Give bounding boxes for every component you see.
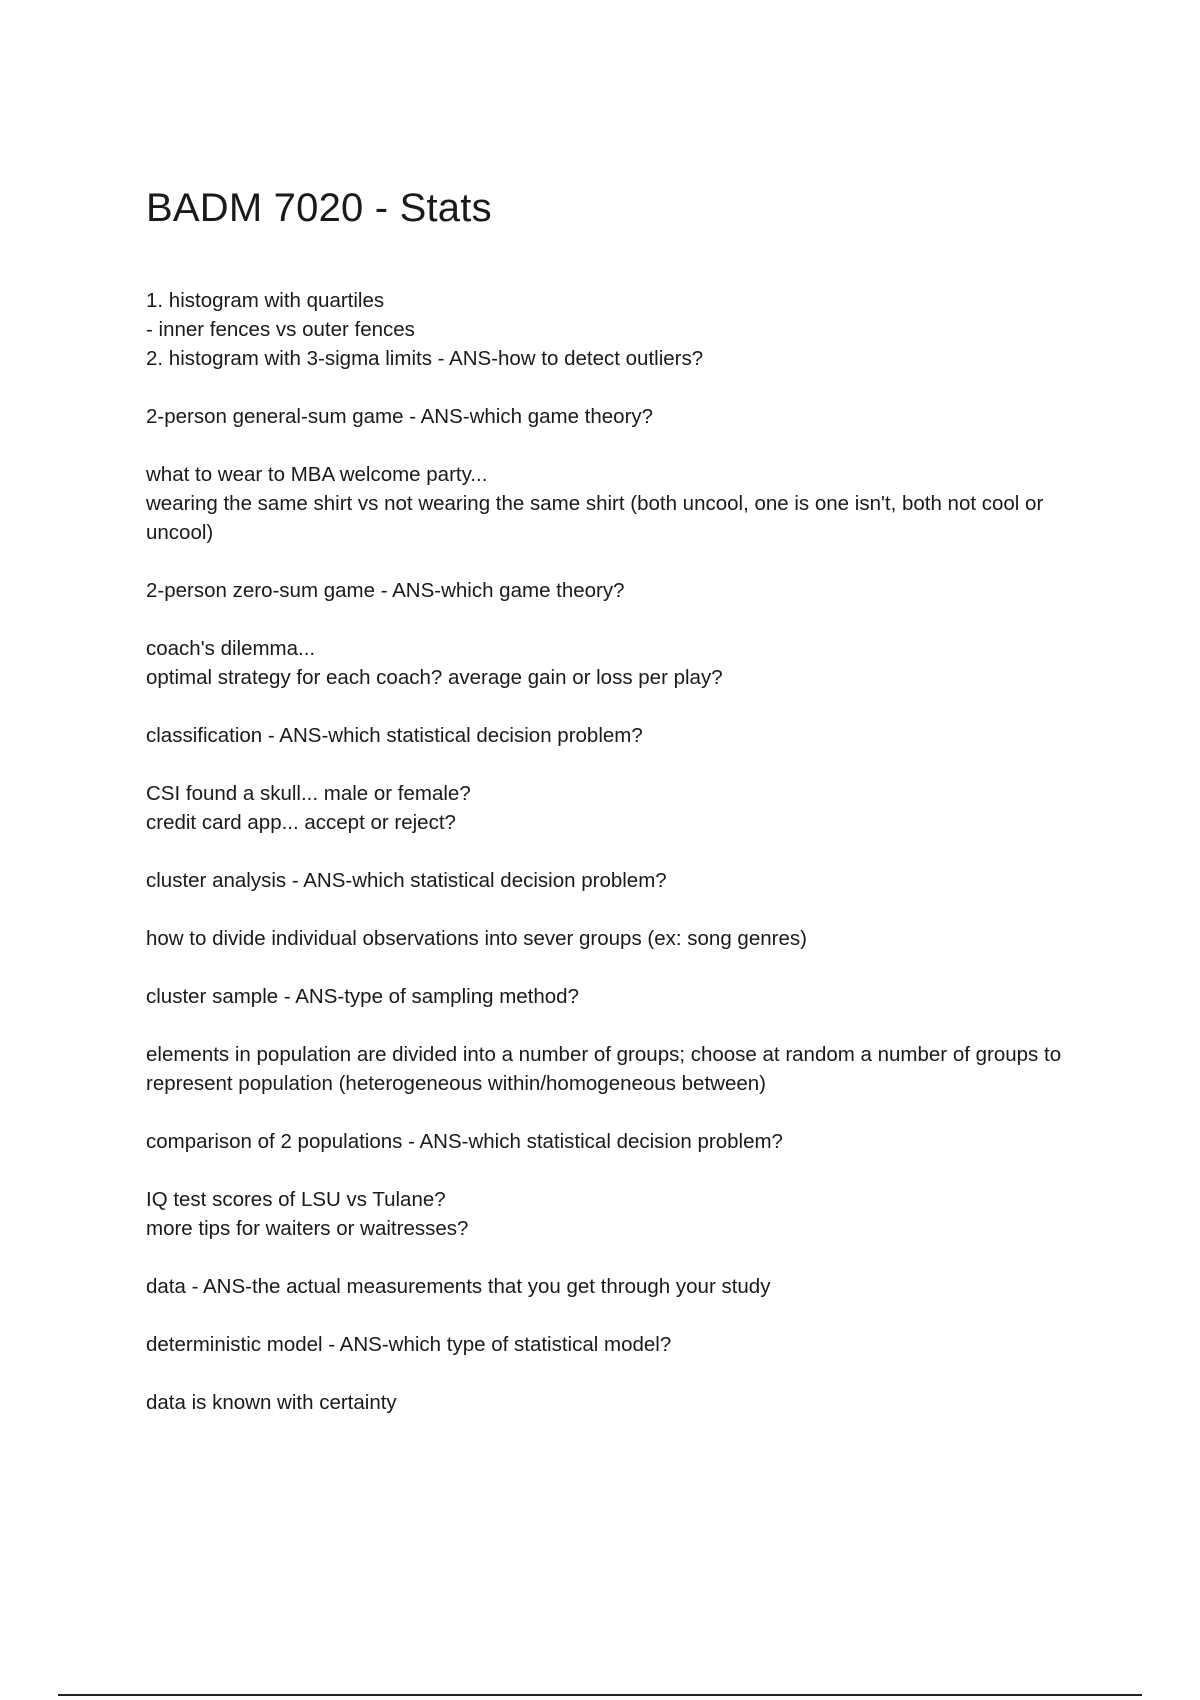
note-line: - inner fences vs outer fences — [146, 318, 415, 341]
note-line: CSI found a skull... male or female? — [146, 782, 471, 805]
note-block — [146, 1388, 1066, 1417]
note-block — [146, 924, 1066, 953]
note-line: credit card app... accept or reject? — [146, 811, 456, 834]
note-block — [146, 460, 1066, 547]
note-line: 2. histogram with 3-sigma limits - ANS-how to detect outliers? — [146, 347, 704, 370]
note-block — [146, 1127, 1066, 1156]
note-block — [146, 982, 1066, 1011]
note-line: data - ANS-the actual measurements that you get through your study — [146, 1275, 771, 1298]
note-block — [146, 576, 1066, 605]
note-block — [146, 866, 1066, 895]
document-body — [146, 286, 1066, 1417]
document-page — [146, 180, 1066, 1446]
note-line: cluster analysis - ANS-which statistical decision problem? — [146, 869, 667, 892]
note-line: wearing the same shirt vs not wearing the same shirt (both uncool, one is one isn't, both not cool or uncool) — [146, 492, 1044, 544]
note-block — [146, 779, 1066, 837]
note-line: data is known with certainty — [146, 1391, 397, 1414]
note-line: IQ test scores of LSU vs Tulane? — [146, 1188, 446, 1211]
note-line: 1. histogram with quartiles — [146, 289, 385, 312]
note-line: 2-person zero-sum game - ANS-which game theory? — [146, 579, 625, 602]
page-footer-rule — [58, 1694, 1142, 1696]
note-line: classification - ANS-which statistical decision problem? — [146, 724, 643, 747]
note-line: what to wear to MBA welcome party... — [146, 463, 488, 486]
note-block — [146, 634, 1066, 692]
note-line: how to divide individual observations into sever groups (ex: song genres) — [146, 927, 807, 950]
note-line: elements in population are divided into a number of groups; choose at random a number of groups to represent population (heterogeneous within/homogeneous between) — [146, 1043, 1062, 1095]
note-block — [146, 1330, 1066, 1359]
note-block — [146, 402, 1066, 431]
note-line: deterministic model - ANS-which type of statistical model? — [146, 1333, 672, 1356]
note-block — [146, 1040, 1066, 1098]
note-line: cluster sample - ANS-type of sampling method? — [146, 985, 579, 1008]
note-line: more tips for waiters or waitresses? — [146, 1217, 469, 1240]
note-line: 2-person general-sum game - ANS-which game theory? — [146, 405, 654, 428]
note-block — [146, 286, 1066, 373]
note-block — [146, 1272, 1066, 1301]
note-line: comparison of 2 populations - ANS-which statistical decision problem? — [146, 1130, 783, 1153]
note-line: optimal strategy for each coach? average gain or loss per play? — [146, 666, 723, 689]
note-block — [146, 1185, 1066, 1243]
document-title: BADM 7020 - Stats — [146, 186, 492, 230]
note-line: coach's dilemma... — [146, 637, 316, 660]
note-block — [146, 721, 1066, 750]
